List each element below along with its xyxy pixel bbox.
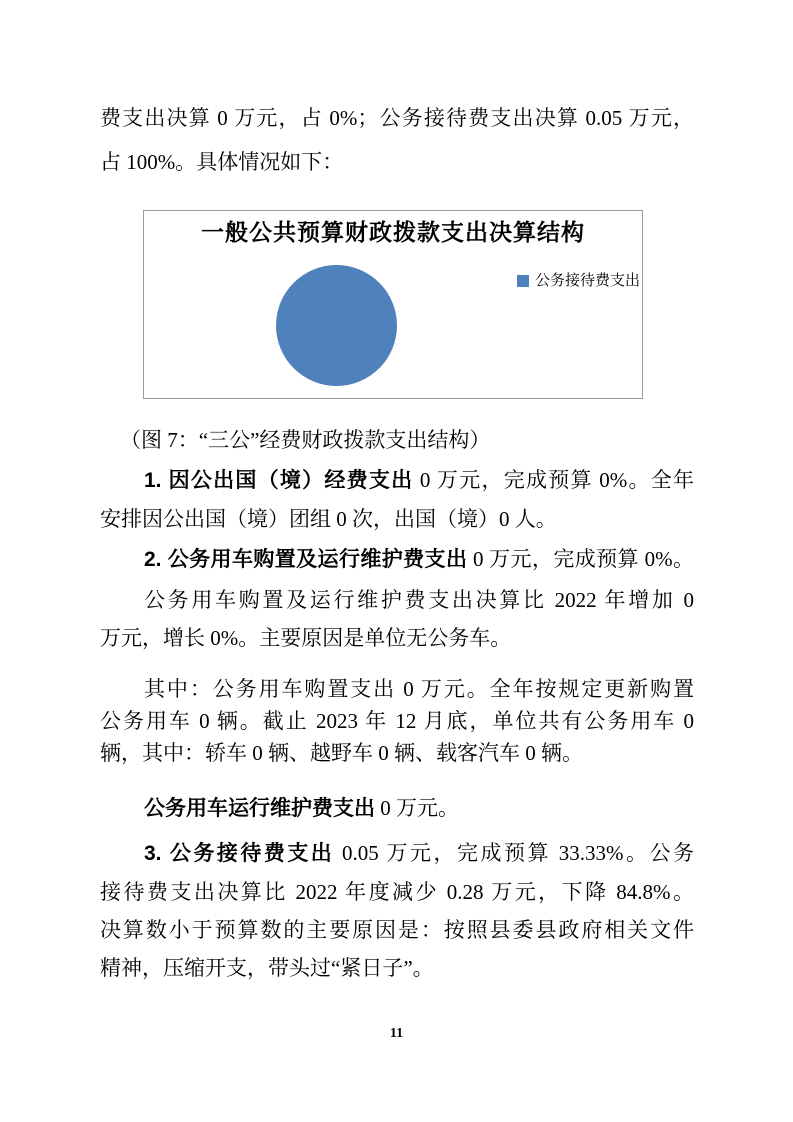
paragraph-lead-bold: 公务用车运行维护费支出 [144,797,375,820]
document-body [100,96,694,987]
chart-title: 一般公共预算财政拨款支出决算结构 [201,219,585,245]
embedded-pie-chart[interactable] [143,210,643,399]
paragraph-1 [100,461,694,538]
text-line [100,96,694,140]
text-line: 安排因公出国（境）团组 0 次，出国（境）0 人。 [100,507,557,531]
text-line: 3. 公务接待费支出 0.05 万元，完成预算 33.33%。公务 [144,841,694,865]
text-line: 其中：公务用车购置支出 0 万元。全年按规定更新购置 [144,677,694,701]
text-line: 公务用车运行维护费支出 0 万元。 [144,796,459,820]
text-line: 精神，压缩开支，带头过“紧日子”。 [100,956,434,980]
paragraph-lead-bold: 1. 因公出国（境）经费支出 [144,469,414,492]
text-line: 2. 公务用车购置及运行维护费支出 0 万元，完成预算 0%。 [144,547,694,571]
paragraph-3 [100,581,694,657]
pie-slice-full [276,265,397,386]
paragraph-2 [100,540,694,579]
intro-line-1: 费支出决算 0 万元，占 0%；公务接待费支出决算 0.05 万元， [100,106,694,130]
figure-caption: （图 7：“三公”经费财政拨款支出结构） [120,428,491,452]
intro-paragraph [100,96,694,184]
text-line [100,140,694,184]
paragraph-5 [100,789,694,828]
text-line: 辆，其中：轿车 0 辆、越野车 0 辆、载客汽车 0 辆。 [100,741,583,765]
legend-swatch-icon [517,275,529,287]
chart-legend [517,272,640,290]
legend-label: 公务接待费支出 [535,273,641,289]
text-line: 万元，增长 0%。主要原因是单位无公务车。 [100,626,512,650]
intro-line-2: 占 100%。具体情况如下： [100,150,344,174]
text-line: 公务用车 0 辆。截止 2023 年 12 月底，单位共有公务用车 0 [100,709,694,733]
text-line: 接待费支出决算比 2022 年度减少 0.28 万元，下降 84.8%。 [100,880,694,904]
paragraph-lead-bold: 3. 公务接待费支出 [144,842,335,865]
paragraph-lead-bold: 2. 公务用车购置及运行维护费支出 [144,548,468,571]
text-line: 决算数小于预算数的主要原因是：按照县委县政府相关文件 [100,918,694,942]
paragraph-6 [100,834,694,987]
paragraph-4 [100,673,694,769]
text-line: 1. 因公出国（境）经费支出 0 万元，完成预算 0%。全年 [144,468,694,492]
page-number: 11 [389,1026,404,1041]
text-line: 公务用车购置及运行维护费支出决算比 2022 年增加 0 [144,588,694,612]
